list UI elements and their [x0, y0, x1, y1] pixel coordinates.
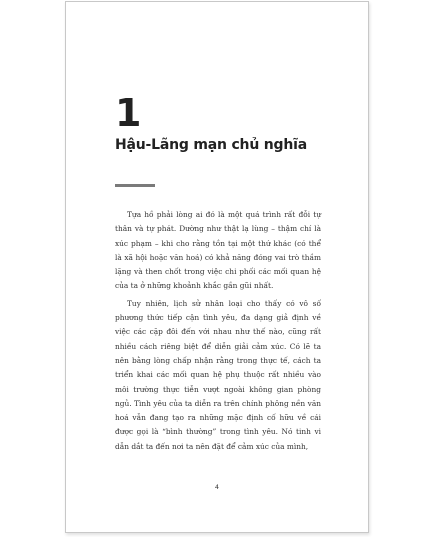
chapter-divider	[115, 184, 155, 187]
paragraph: Tựa hồ phải lòng ai đó là một quá trình rất đỗi tự thân và tự phát. Dường như thật lạ lùng – thậm chí là xúc phạm – khi cho rằng tồn tại một thứ khác (có thể là xã hội hoặc văn hoá) có khả năng đóng vai trò thầm lặng và then chốt trong việc chi phối các mối quan hệ của ta ở những khoảnh khắc gần gũi nhất.	[115, 210, 321, 291]
body-text	[115, 208, 321, 454]
page-number: 4	[214, 483, 220, 491]
paragraph: Tuy nhiên, lịch sử nhân loại cho thấy có vô số phương thức tiếp cận tình yêu, đa dạng giả định về việc các cặp đôi đến với nhau như thế nào, cũng rất nhiều cách riêng biệt để diễn giải cảm xúc. Có lẽ ta nên bằng lòng chấp nhận rằng trong thực tế, cách ta triển khai các mối quan hệ phụ thuộc rất nhiều vào môi trường thực tiễn vượt ngoài không gian phòng ngủ. Tình yêu của ta diễn ra trên chính phông nền văn hoá vẫn đang tạo ra những mặc định cố hữu về cái được gọi là “bình thường” trong tình yêu. Nó tinh vi dẫn dắt ta đến nơi ta nên đặt để cảm xúc của mình,	[115, 298, 321, 451]
book-page	[65, 1, 369, 533]
chapter-title: Hậu-Lãng mạn chủ nghĩa	[115, 137, 307, 153]
chapter-number: 1	[115, 91, 141, 135]
